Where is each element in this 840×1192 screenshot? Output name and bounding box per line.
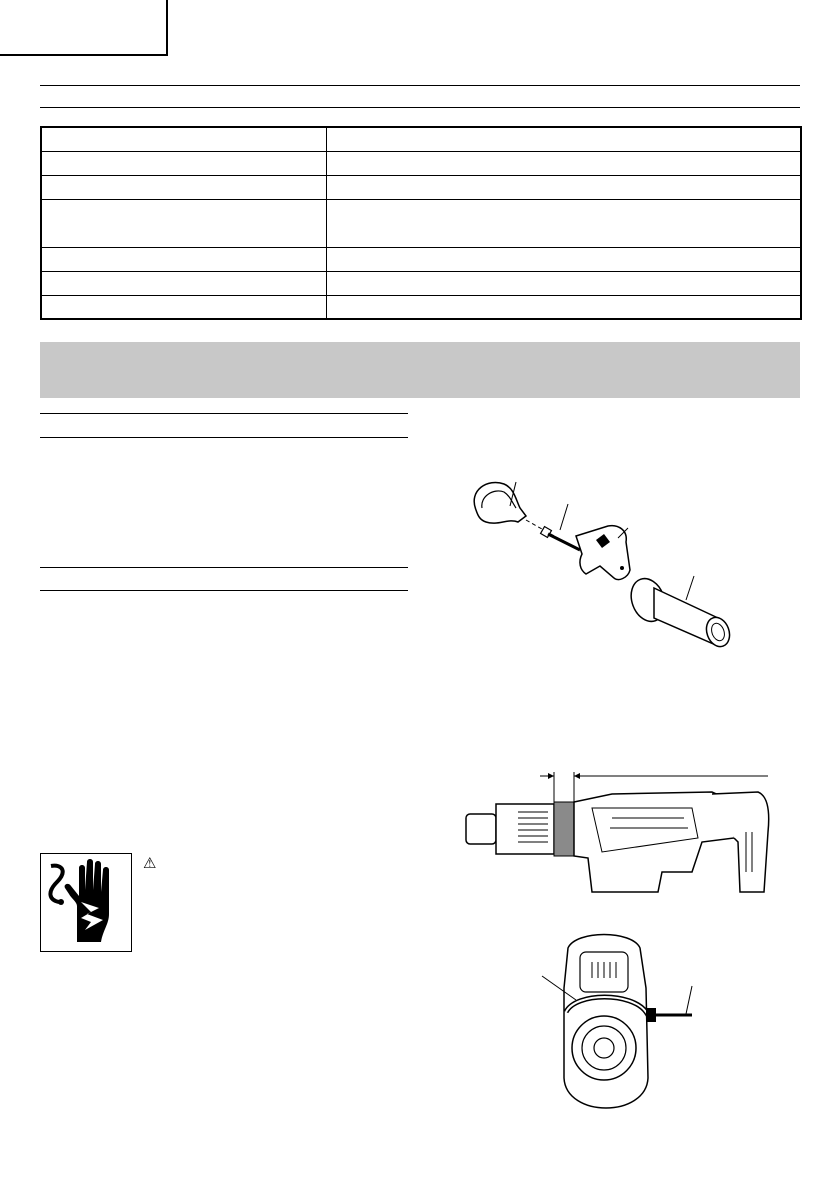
- table-row: [41, 151, 801, 175]
- table-cell: [327, 199, 802, 247]
- table-cell: [41, 127, 327, 151]
- hammer-side-view-figure: [462, 772, 772, 896]
- subsection-rule-1b: [40, 437, 408, 438]
- table-row: [41, 247, 801, 271]
- page-header-tab: [0, 0, 168, 56]
- table-cell: [41, 175, 327, 199]
- table-cell: [327, 247, 802, 271]
- table-row: [41, 271, 801, 295]
- table-cell: [41, 271, 327, 295]
- side-handle-exploded-figure: [468, 470, 748, 660]
- table-cell: [327, 127, 802, 151]
- section-banner: [40, 342, 800, 398]
- table-cell: [327, 151, 802, 175]
- table-row: [41, 127, 801, 151]
- table-row: [41, 199, 801, 247]
- table-row: [41, 175, 801, 199]
- table-cell: [41, 151, 327, 175]
- table-cell: [327, 175, 802, 199]
- table-cell: [327, 295, 802, 319]
- table-cell: [327, 271, 802, 295]
- header-rule-bottom: [40, 107, 800, 108]
- table-cell: [41, 295, 327, 319]
- subsection-rule-2a: [40, 567, 408, 568]
- table-row: [41, 295, 801, 319]
- table-cell: [41, 247, 327, 271]
- warning-triangle-icon: ⚠: [143, 855, 157, 872]
- table-cell: [41, 199, 327, 247]
- header-rule-top: [40, 85, 800, 86]
- subsection-rule-2b: [40, 590, 408, 591]
- specifications-table: [40, 126, 802, 320]
- subsection-rule-1a: [40, 413, 408, 414]
- electric-shock-hand-icon: [40, 853, 132, 952]
- hammer-front-view-figure: [536, 928, 706, 1128]
